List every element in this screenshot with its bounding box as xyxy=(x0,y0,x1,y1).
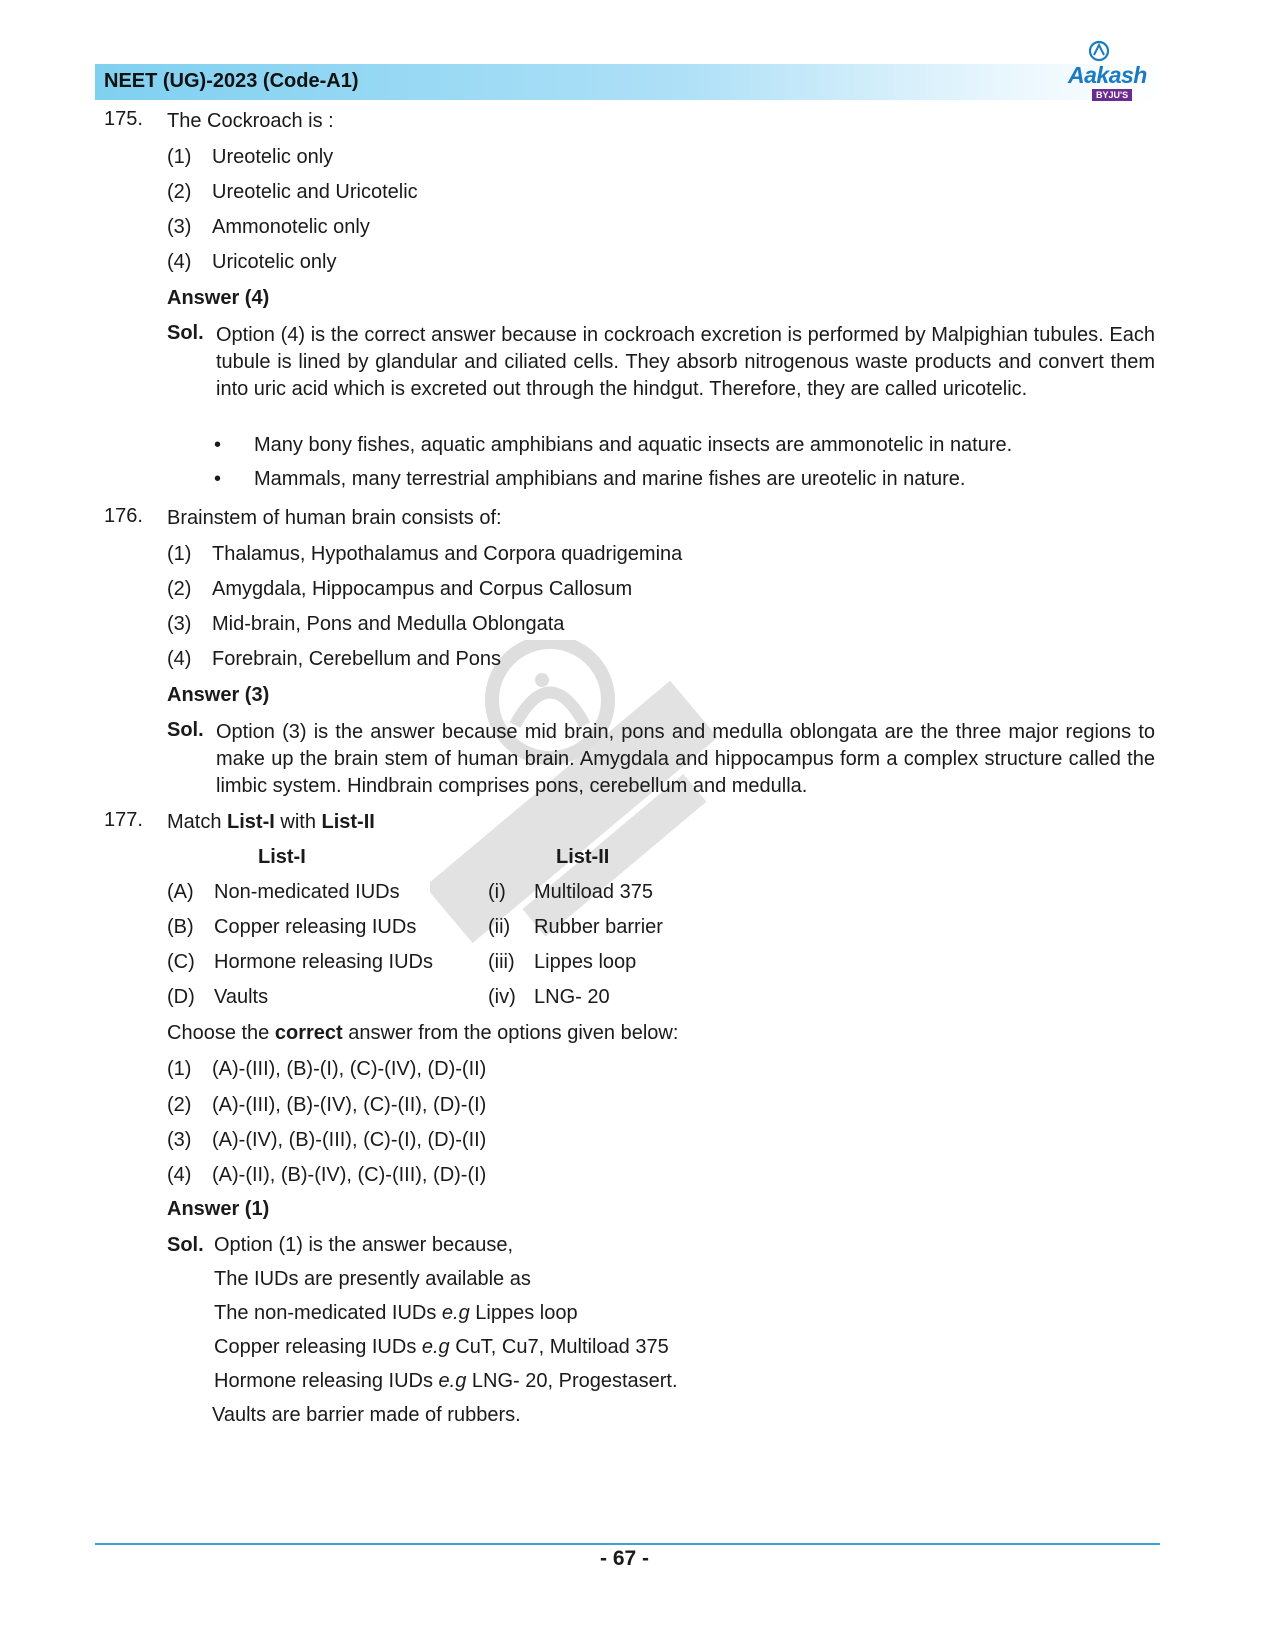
question-number-176: 176. xyxy=(104,505,143,527)
q177-solution-line-4: Copper releasing IUDs e.g CuT, Cu7, Multiload 375 xyxy=(214,1336,669,1358)
q177-solution-line-6: Vaults are barrier made of rubbers. xyxy=(212,1404,521,1426)
list-row-a-item: Non-medicated IUDs xyxy=(214,881,400,903)
list-row-d-label: (D) xyxy=(167,986,195,1008)
q177-choose-instruction: Choose the correct answer from the options given below: xyxy=(167,1022,679,1044)
bullet-2-icon: • xyxy=(214,468,222,490)
q176-option-2-num: (2) xyxy=(167,578,192,600)
q177-option-3-num: (3) xyxy=(167,1129,192,1151)
q176-option-1-text: Thalamus, Hypothalamus and Corpora quadrigemina xyxy=(212,543,683,565)
list-row-iii-item: Lippes loop xyxy=(534,951,637,973)
q175-option-3-text: Ammonotelic only xyxy=(212,216,370,238)
q176-option-2-text: Amygdala, Hippocampus and Corpus Callosum xyxy=(212,578,633,600)
q177-solution-line-5: Hormone releasing IUDs e.g LNG- 20, Progestasert. xyxy=(214,1370,678,1392)
q175-bullet-1: Many bony fishes, aquatic amphibians and aquatic insects are ammonotelic in nature. xyxy=(254,434,1013,456)
logo-name: Aakash xyxy=(1068,62,1147,88)
list-row-iii-label: (iii) xyxy=(488,951,515,973)
q176-option-4-num: (4) xyxy=(167,648,192,670)
q176-option-1-num: (1) xyxy=(167,543,192,565)
q177-option-2-text: (A)-(III), (B)-(IV), (C)-(II), (D)-(I) xyxy=(212,1094,487,1116)
page-number: - 67 - xyxy=(600,1547,650,1570)
question-175-text: The Cockroach is : xyxy=(167,110,334,132)
list-row-iv-item: LNG- 20 xyxy=(534,986,610,1008)
q176-option-3-text: Mid-brain, Pons and Medulla Oblongata xyxy=(212,613,565,635)
q176-option-3-num: (3) xyxy=(167,613,192,635)
q177-answer: Answer (1) xyxy=(167,1198,270,1220)
list-2-heading: List-II xyxy=(556,846,610,868)
q177-option-2-num: (2) xyxy=(167,1094,192,1116)
q176-answer: Answer (3) xyxy=(167,684,270,706)
footer-divider xyxy=(95,1543,1160,1545)
list-row-c-item: Hormone releasing IUDs xyxy=(214,951,433,973)
q175-option-1-text: Ureotelic only xyxy=(212,146,334,168)
bullet-1-icon: • xyxy=(214,434,222,456)
q176-solution-text: Option (3) is the answer because mid brain, pons and medulla oblongata are the three major regions to make up the brain stem of human brain. Amygdala and hippocampus form a complex structure called the limbic system. Hindbrain comprises pons, cerebellum and medulla. xyxy=(216,721,1155,797)
q176-option-4-text: Forebrain, Cerebellum and Pons xyxy=(212,648,502,670)
q177-option-1-text: (A)-(III), (B)-(I), (C)-(IV), (D)-(II) xyxy=(212,1058,487,1080)
list-row-d-item: Vaults xyxy=(214,986,269,1008)
q177-solution-line-2: The IUDs are presently available as xyxy=(214,1268,531,1290)
q175-option-4-num: (4) xyxy=(167,251,192,273)
q175-option-1-num: (1) xyxy=(167,146,192,168)
list-row-ii-item: Rubber barrier xyxy=(534,916,663,938)
list-row-i-label: (i) xyxy=(488,881,506,903)
list-row-ii-label: (ii) xyxy=(488,916,511,938)
logo-tag: BYJU'S xyxy=(1092,89,1132,101)
question-number-175: 175. xyxy=(104,108,143,130)
question-177-text: Match List-I with List-II xyxy=(167,811,375,833)
list-row-c-label: (C) xyxy=(167,951,195,973)
list-row-iv-label: (iv) xyxy=(488,986,516,1008)
question-176-text: Brainstem of human brain consists of: xyxy=(167,507,502,529)
q177-option-4-num: (4) xyxy=(167,1164,192,1186)
q175-option-2-num: (2) xyxy=(167,181,192,203)
q175-bullet-2: Mammals, many terrestrial amphibians and marine fishes are ureotelic in nature. xyxy=(254,468,966,490)
list-1-heading: List-I xyxy=(258,846,306,868)
q175-answer: Answer (4) xyxy=(167,287,270,309)
q177-solution-line-3: The non-medicated IUDs e.g Lippes loop xyxy=(214,1302,578,1324)
q177-option-3-text: (A)-(IV), (B)-(III), (C)-(I), (D)-(II) xyxy=(212,1129,487,1151)
q177-solution-line-1: Option (1) is the answer because, xyxy=(214,1234,514,1256)
q177-option-1-num: (1) xyxy=(167,1058,192,1080)
list-row-i-item: Multiload 375 xyxy=(534,881,653,903)
q176-sol-label: Sol. xyxy=(167,719,204,741)
list-row-b-label: (B) xyxy=(167,916,194,938)
q177-sol-label: Sol. xyxy=(167,1234,204,1256)
q175-sol-label: Sol. xyxy=(167,322,204,344)
q175-solution-text: Option (4) is the correct answer because in cockroach excretion is performed by Malpighian tubules. Each tubule is lined by glandular and ciliated cells. They absorb nitrogenous waste products and convert them into uric acid which is excreted out through the hindgut. Therefore, they are called uricotelic. xyxy=(216,324,1155,400)
question-number-177: 177. xyxy=(104,809,143,831)
q175-option-2-text: Ureotelic and Uricotelic xyxy=(212,181,418,203)
page-header-title: NEET (UG)-2023 (Code-A1) xyxy=(104,70,359,92)
list-row-a-label: (A) xyxy=(167,881,194,903)
list-row-b-item: Copper releasing IUDs xyxy=(214,916,417,938)
q177-option-4-text: (A)-(II), (B)-(IV), (C)-(III), (D)-(I) xyxy=(212,1164,487,1186)
q175-option-4-text: Uricotelic only xyxy=(212,251,337,273)
q175-option-3-num: (3) xyxy=(167,216,192,238)
